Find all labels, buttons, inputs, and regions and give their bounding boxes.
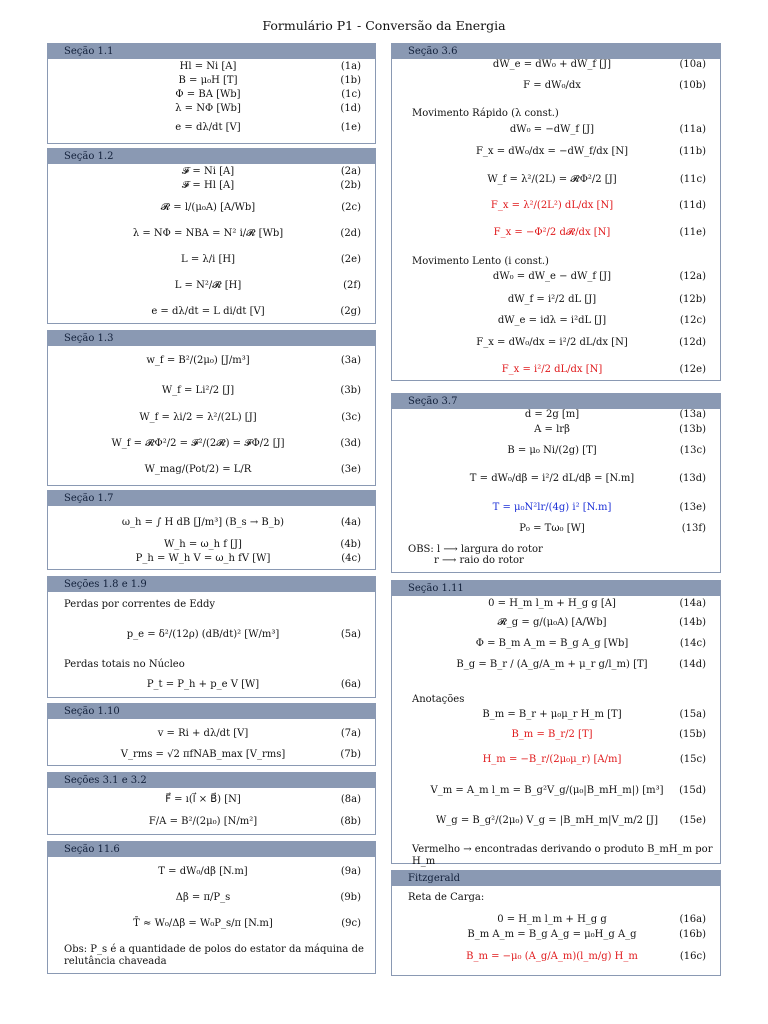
- equation: 𝓡 = l/(μ₀A) [A/Wb]: [160, 202, 256, 213]
- section-header: Seção 1.7: [48, 491, 375, 506]
- equation-number: (12e): [679, 364, 706, 375]
- section-1-7: [47, 490, 376, 570]
- equation-number: (12b): [679, 294, 706, 305]
- equation-highlighted: B_m = −μ₀ (A_g/A_m)(l_m/g) H_m: [466, 951, 638, 962]
- equation: dW_f = i²/2 dL [J]: [507, 294, 597, 305]
- page-title: Formulário P1 - Conversão da Energia: [262, 18, 506, 33]
- equation-number: (1d): [340, 103, 361, 114]
- equation: F = dW₀/dx: [523, 80, 581, 91]
- equation-number: (2d): [340, 228, 361, 239]
- equation-number: (16c): [679, 951, 706, 962]
- equation-number: (15e): [679, 815, 706, 826]
- section-11-6: [47, 841, 376, 974]
- equation-number: (15d): [679, 785, 706, 796]
- equation-number: (14d): [679, 659, 706, 670]
- section-header: Seção 3.7: [392, 394, 720, 409]
- equation-highlighted: F_x = i²/2 dL/dx [N]: [501, 364, 603, 375]
- equation: 𝓕 = Hl [A]: [181, 180, 235, 191]
- equation-number: (7b): [340, 749, 361, 760]
- equation-number: (1a): [340, 61, 361, 72]
- equation-number: (1b): [340, 75, 361, 86]
- equation-number: (3b): [340, 385, 361, 396]
- equation: B_m A_m = B_g A_g = μ₀H_g A_g: [467, 929, 637, 940]
- equation-number: (13a): [679, 409, 706, 420]
- equation-number: (10b): [679, 80, 706, 91]
- section-header: Seção 1.10: [48, 704, 375, 719]
- equation: T = dW₀/dβ [N.m]: [158, 866, 248, 877]
- equation: 𝓡_g = g/(μ₀A) [A/Wb]: [497, 617, 607, 628]
- equation: P₀ = Tω₀ [W]: [519, 523, 585, 534]
- equation: V_rms = √2 πfNAB_max [V_rms]: [120, 749, 286, 760]
- equation-number: (13e): [679, 502, 706, 513]
- equation: L = λ/i [H]: [181, 254, 235, 265]
- equation-number: (8a): [340, 794, 361, 805]
- equation: 0 = H_m l_m + H_g g: [497, 914, 607, 925]
- equation-number: (13c): [679, 445, 706, 456]
- equation-number: (15b): [679, 729, 706, 740]
- equation: F/A = B²/(2μ₀) [N/m²]: [148, 816, 258, 827]
- equation-number: (12a): [679, 271, 706, 282]
- equation-number: (11b): [679, 146, 706, 157]
- equation: λ = NΦ [Wb]: [175, 103, 241, 114]
- equation-number: (2c): [341, 202, 361, 213]
- section-header: Seção 1.2: [48, 149, 375, 164]
- section-1-3: [47, 330, 376, 486]
- subheading: Reta de Carga:: [408, 892, 485, 903]
- equation-number: (3c): [341, 412, 361, 423]
- note-text: Vermelho → encontradas derivando o produto B_mH_m por H_m: [412, 844, 713, 867]
- equation: dW₀ = dW_e − dW_f [J]: [492, 271, 612, 282]
- equation-number: (9c): [341, 918, 361, 929]
- equation: Φ = B_m A_m = B_g A_g [Wb]: [475, 638, 629, 649]
- equation: B = μ₀H [T]: [178, 75, 238, 86]
- equation-number: (14c): [679, 638, 706, 649]
- equation-number: (14a): [679, 598, 706, 609]
- section-header: Seção 3.6: [392, 44, 720, 59]
- equation-number: (15a): [679, 709, 706, 720]
- section-header: Seção 1.1: [48, 44, 375, 59]
- equation: V_m = A_m l_m = B_g²V_g/(μ₀|B_mH_m|) [m³]: [430, 785, 664, 796]
- subheading: Perdas por correntes de Eddy: [64, 599, 216, 610]
- section-fitzgerald: [391, 870, 721, 976]
- note-text: r ⟶ raio do rotor: [434, 555, 524, 566]
- equation: Δβ = π/P_s: [175, 892, 231, 903]
- equation-number: (3d): [340, 438, 361, 449]
- section-1-2: [47, 148, 376, 324]
- equation: W_g = B_g²/(2μ₀) V_g = |B_mH_m|V_m/2 [J]: [436, 815, 658, 826]
- equation-number: (9a): [340, 866, 361, 877]
- subheading: Movimento Lento (i const.): [412, 256, 549, 267]
- equation: P_h = W_h V = ω_h fV [W]: [135, 553, 271, 564]
- equation: w_f = B²/(2μ₀) [J/m³]: [146, 355, 250, 366]
- section-3-7: [391, 393, 721, 573]
- equation: p_e = δ²/(12ρ) (dB/dt)² [W/m³]: [126, 629, 280, 640]
- equation-number: (11a): [679, 124, 706, 135]
- equation-number: (15c): [679, 754, 706, 765]
- equation-number: (2a): [340, 166, 361, 177]
- equation: dW₀ = −dW_f [J]: [509, 124, 595, 135]
- equation-number: (11e): [679, 227, 706, 238]
- equation-number: (10a): [679, 59, 706, 70]
- equation: λ = NΦ = NBA = N² i/𝓡 [Wb]: [132, 228, 284, 239]
- section-1-8-1-9: [47, 576, 376, 698]
- equation-number: (16b): [679, 929, 706, 940]
- equation-number: (4c): [341, 553, 361, 564]
- equation: W_f = Li²/2 [J]: [161, 385, 235, 396]
- equation-number: (2f): [343, 280, 361, 291]
- equation-number: (3e): [340, 464, 361, 475]
- equation-number: (3a): [340, 355, 361, 366]
- section-1-10: [47, 703, 376, 766]
- equation-number: (12d): [679, 337, 706, 348]
- equation-highlighted: H_m = −B_r/(2μ₀μ_r) [A/m]: [482, 754, 622, 765]
- equation: dW_e = idλ = i²dL [J]: [497, 315, 607, 326]
- equation-highlighted: F_x = λ²/(2L²) dL/dx [N]: [490, 200, 614, 211]
- section-header: Seções 1.8 e 1.9: [48, 577, 375, 592]
- section-3-6: [391, 43, 721, 381]
- equation: B_m = B_r + μ₀μ_r H_m [T]: [482, 709, 622, 720]
- equation-number: (4a): [340, 517, 361, 528]
- equation: W_f = 𝓡Φ²/2 = 𝓕²/(2𝓡) = 𝓕Φ/2 [J]: [111, 438, 285, 449]
- equation: Φ = BA [Wb]: [175, 89, 241, 100]
- equation: e = dλ/dt = L di/dt [V]: [151, 306, 265, 317]
- equation-number: (12c): [679, 315, 706, 326]
- equation: F⃗ = ı(l⃗ × B⃗) [N]: [165, 794, 241, 805]
- equation: ω_h = ∫ H dB [J/m³] (B_s → B_b): [121, 517, 285, 528]
- equation: L = N²/𝓡 [H]: [174, 280, 242, 291]
- equation: d = 2g [m]: [524, 409, 580, 420]
- equation-number: (2b): [340, 180, 361, 191]
- section-header: Seção 1.11: [392, 581, 720, 596]
- equation-highlighted: B_m = B_r/2 [T]: [511, 729, 593, 740]
- equation-number: (2g): [340, 306, 361, 317]
- equation-number: (16a): [679, 914, 706, 925]
- equation-number: (9b): [340, 892, 361, 903]
- equation: B = μ₀ Ni/(2g) [T]: [507, 445, 597, 456]
- equation: W_h = ω_h f [J]: [164, 539, 242, 550]
- section-3-1-3-2: [47, 772, 376, 835]
- equation-number: (4b): [340, 539, 361, 550]
- equation-number: (6a): [340, 679, 361, 690]
- equation-number: (11c): [679, 174, 706, 185]
- equation-number: (5a): [340, 629, 361, 640]
- subheading: Movimento Rápido (λ const.): [412, 108, 559, 119]
- equation: v = Ri + dλ/dt [V]: [157, 728, 249, 739]
- section-header: Seção 11.6: [48, 842, 375, 857]
- equation-number: (8b): [340, 816, 361, 827]
- equation: T = dW₀/dβ = i²/2 dL/dβ = [N.m]: [469, 473, 635, 484]
- equation: A = lrβ: [534, 424, 570, 435]
- equation-number: (13f): [681, 523, 706, 534]
- equation-number: (1e): [340, 122, 361, 133]
- section-header: Seções 3.1 e 3.2: [48, 773, 375, 788]
- equation-number: (13d): [679, 473, 706, 484]
- equation: dW_e = dW₀ + dW_f [J]: [492, 59, 612, 70]
- equation-number: (2e): [340, 254, 361, 265]
- equation: 0 = H_m l_m + H_g g [A]: [488, 598, 616, 609]
- equation: Hl = Ni [A]: [179, 61, 237, 72]
- section-1-11: [391, 580, 721, 867]
- equation: W_mag/(Pot/2) = L/R: [144, 464, 252, 475]
- equation-highlighted: F_x = −Φ²/2 d𝓡/dx [N]: [493, 227, 611, 238]
- equation-number: (11d): [679, 200, 706, 211]
- equation: P_t = P_h + p_e V [W]: [146, 679, 260, 690]
- equation: T̄ ≈ W₀/Δβ = W₀P_s/π [N.m]: [133, 918, 273, 929]
- equation: W_f = λi/2 = λ²/(2L) [J]: [139, 412, 257, 423]
- equation: F_x = dW₀/dx = i²/2 dL/dx [N]: [476, 337, 628, 348]
- note-text: OBS: l ⟶ largura do rotor: [408, 544, 543, 555]
- equation-number: (13b): [679, 424, 706, 435]
- note-text: Obs: P_s é a quantidade de polos do estator da máquina de relutância chaveada: [64, 944, 364, 967]
- equation-number: (14b): [679, 617, 706, 628]
- equation-number: (7a): [340, 728, 361, 739]
- equation: F_x = dW₀/dx = −dW_f/dx [N]: [475, 146, 629, 157]
- subheading: Anotações: [412, 694, 465, 705]
- section-1-1: [47, 43, 376, 144]
- section-header: Fitzgerald: [392, 871, 720, 886]
- equation-number: (1c): [341, 89, 361, 100]
- equation-highlighted: T = μ₀N²lr/(4g) i² [N.m]: [492, 502, 612, 513]
- equation: e = dλ/dt [V]: [175, 122, 241, 133]
- subheading: Perdas totais no Núcleo: [64, 659, 185, 670]
- equation: W_f = λ²/(2L) = 𝓡Φ²/2 [J]: [487, 174, 617, 185]
- section-header: Seção 1.3: [48, 331, 375, 346]
- equation: 𝓕 = Ni [A]: [181, 166, 235, 177]
- equation: B_g = B_r / (A_g/A_m + μ_r g/l_m) [T]: [456, 659, 648, 670]
